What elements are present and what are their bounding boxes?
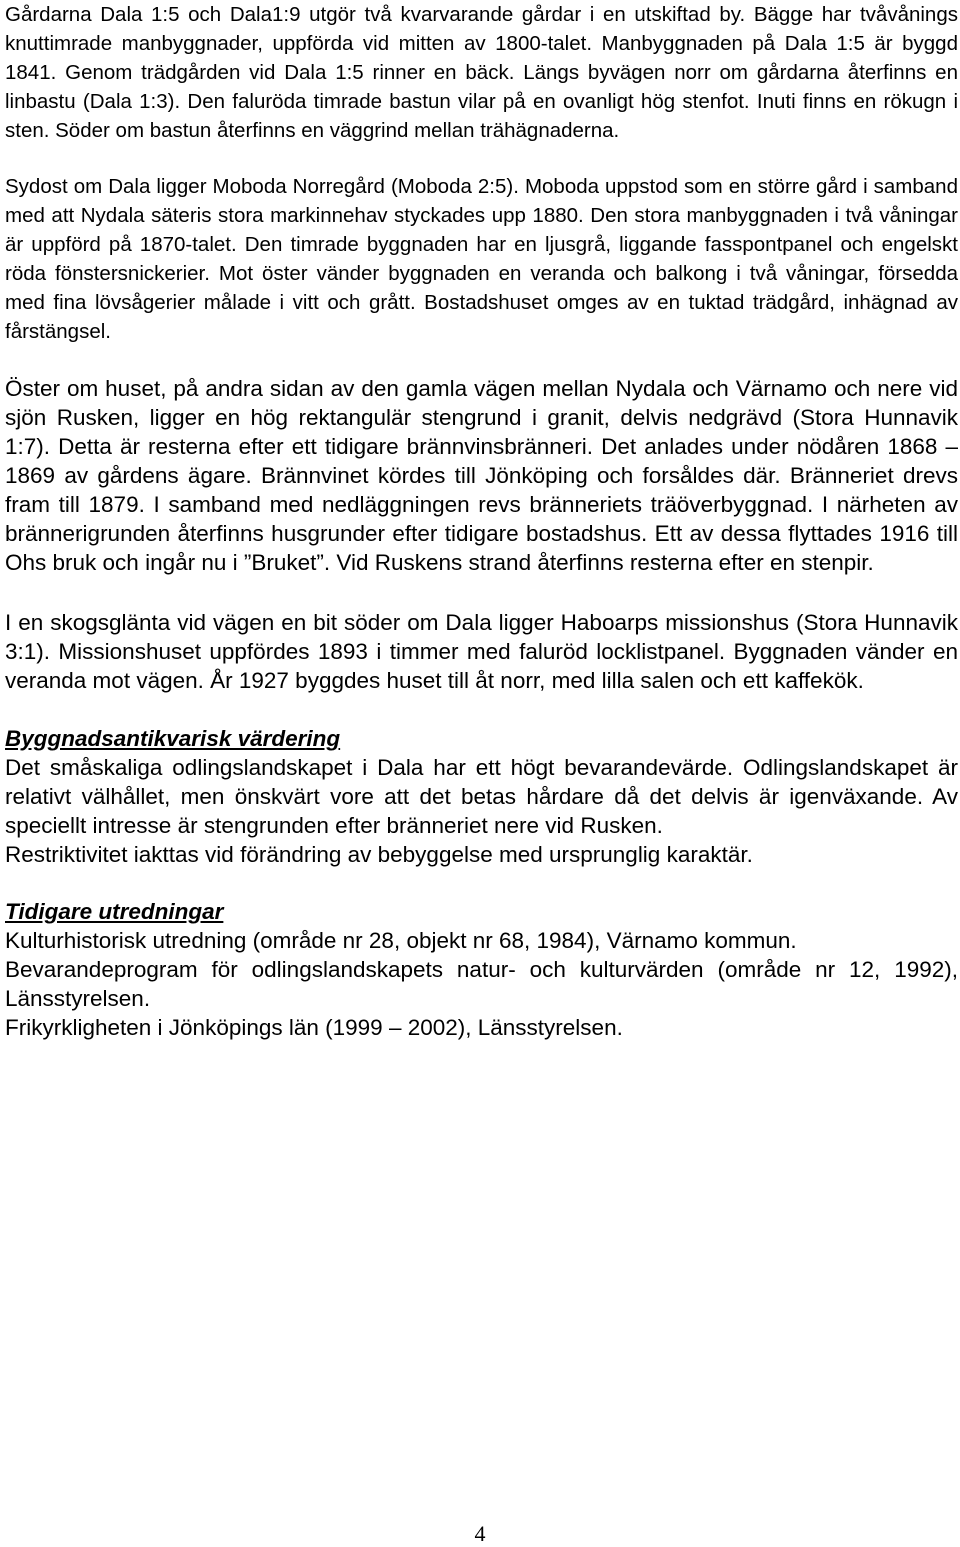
paragraph-dala-farms: Gårdarna Dala 1:5 och Dala1:9 utgör två kvarvarande gårdar i en utskiftad by. Bägge har tvåvånings knuttimrade manbyggnader, uppförda vid mitten av 1800-talet. Manbyggnaden på Dala 1:5 är byggd 1841. Genom trädgården vid Dala 1:5 rinner en bäck. Längs byvägen norr om gårdarna återfinns en linbastu (Dala 1:3). Den faluröda timrade bastun vilar på en ovanligt hög stenfot. Inuti finns en rökugn i sten. Söder om bastun återfinns en väggrind mellan trähägnaderna. bbox=[5, 3, 958, 142]
paragraph-spacer bbox=[5, 577, 958, 608]
paragraph-valuation: Det småskaliga odlingslandskapet i Dala har ett högt bevarandevärde. Odlingslandskapet är relativt välhållet, men önskvärt vore att det betas hårdare då det delvis är igenväxande. Av speciellt intresse är stengrunden efter bränneriet nere vid Rusken. bbox=[5, 755, 958, 838]
paragraph-mission-house: I en skogsglänta vid vägen en bit söder om Dala ligger Haboarps missionshus (Stora Hunnavik 3:1). Missionshuset uppfördes 1893 i timmer med faluröd locklistpanel. Byggnaden vänder en veranda mot vägen. År 1927 byggdes huset till åt norr, med lilla salen och ett kaffekök. bbox=[5, 610, 958, 693]
heading-valuation: Byggnadsantikvarisk värdering bbox=[5, 726, 341, 751]
reference-line: Bevarandeprogram för odlingslandskapets natur- och kulturvärden (område nr 12, 1992), Länsstyrelsen. bbox=[5, 957, 958, 1011]
heading-previous-studies: Tidigare utredningar bbox=[5, 899, 224, 924]
paragraph-restriction: Restriktivitet iakttas vid förändring av bebyggelse med ursprunglig karaktär. bbox=[5, 842, 753, 867]
paragraph-distillery: Öster om huset, på andra sidan av den gamla vägen mellan Nydala och Värnamo och nere vid sjön Rusken, ligger en hög rektangulär stengrund i granit, delvis nedgrävd (Stora Hunnavik 1:7). Detta är resterna efter ett tidigare brännvinsbränneri. Det anlades under nödåren 1868 – 1869 av gårdens ägare. Brännvinet kördes till Jönköping och forsåldes där. Bränneriet drevs fram till 1879. I samband med nedläggningen revs bränneriets träöverbyggnad. I närheten av brännerigrunden återfinns husgrunder efter tidigare bostadshus. Ett av dessa flyttades 1916 till Ohs bruk och ingår nu i ”Bruket”. Vid Ruskens strand återfinns resterna efter en stenpir. bbox=[5, 376, 958, 575]
paragraph-spacer bbox=[5, 145, 958, 172]
reference-line: Frikyrkligheten i Jönköpings län (1999 – 2002), Länsstyrelsen. bbox=[5, 1015, 623, 1040]
page-number: 4 bbox=[474, 1521, 486, 1546]
paragraph-spacer bbox=[5, 346, 958, 374]
paragraph-moboda: Sydost om Dala ligger Moboda Norregård (Moboda 2:5). Moboda uppstod som en större gård i samband med att Nydala säteris stora markinnehav styckades upp 1880. Den stora manbyggnaden i två våningar är uppförd på 1870-talet. Den timrade byggnaden har en ljusgrå, liggande fasspontpanel och engelskt röda fönstersnickerier. Mot öster vänder byggnaden en veranda och balkong i två våningar, försedda med fina lövsågerier målade i vitt och grått. Bostadshuset omges av en tuktad trädgård, inhägnad av fårstängsel. bbox=[5, 175, 958, 343]
section-spacer bbox=[5, 869, 958, 897]
document-page bbox=[5, 0, 958, 1042]
reference-line: Kulturhistorisk utredning (område nr 28, objekt nr 68, 1984), Värnamo kommun. bbox=[5, 928, 797, 953]
section-spacer bbox=[5, 695, 958, 724]
